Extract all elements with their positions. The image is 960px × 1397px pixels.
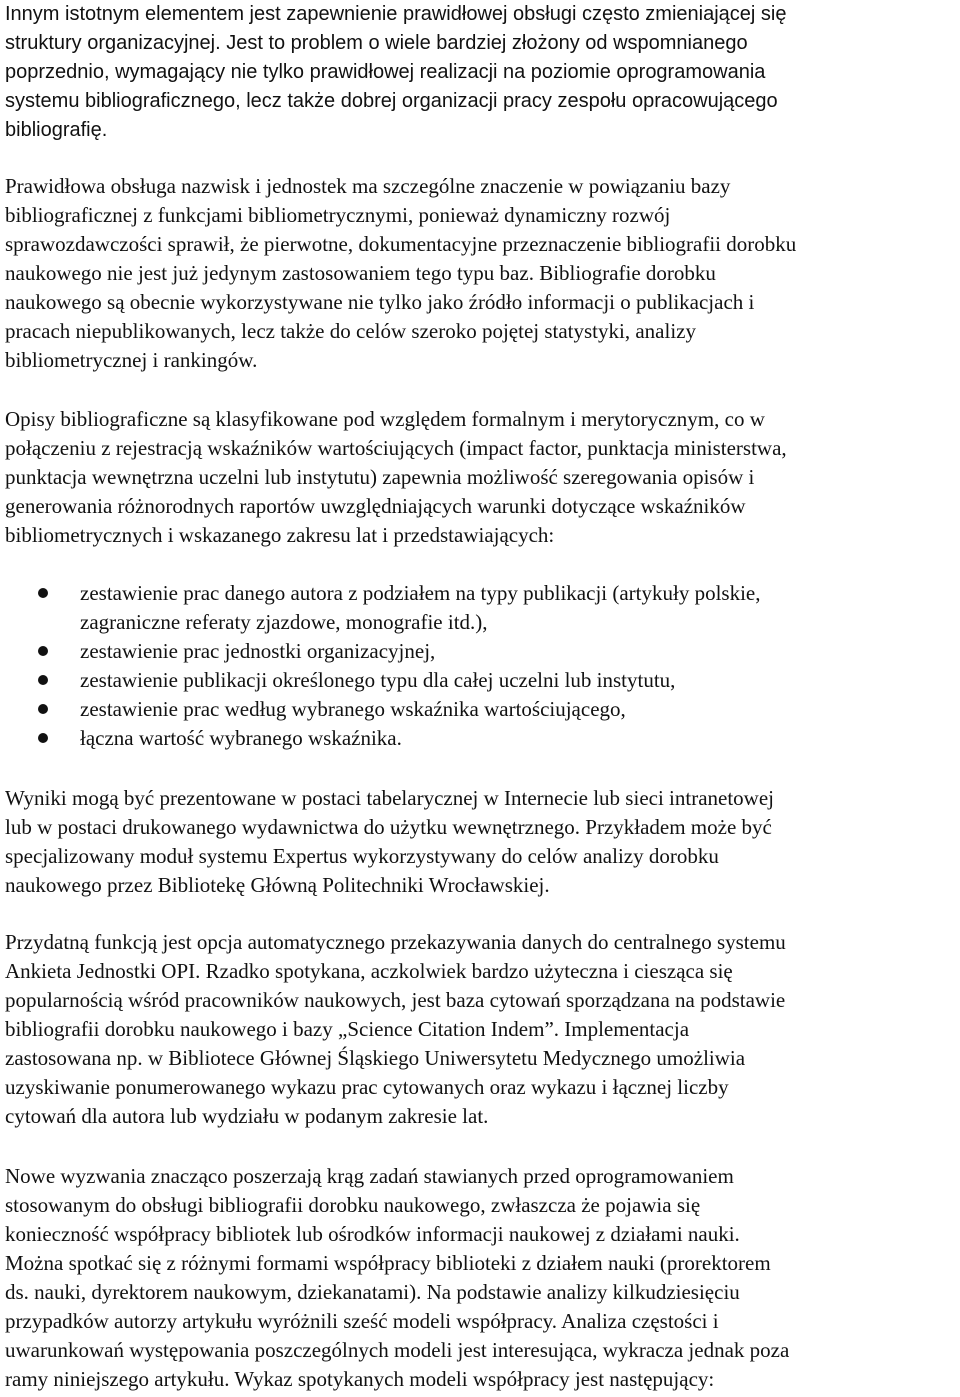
bullet-1-marker — [38, 588, 48, 598]
bullet-2-line-1: zestawienie prac jednostki organizacyjnej, — [80, 639, 436, 663]
paragraph-1-line-2: struktury organizacyjnej. Jest to problem o wiele bardziej złożony od wspomnianego — [5, 32, 748, 54]
bullet-4-line-1: zestawienie prac według wybranego wskaźnika wartościującego, — [80, 697, 626, 721]
bullet-4-marker — [38, 704, 48, 714]
paragraph-6-line-5: ds. nauki, dyrektorem naukowym, dziekanatami). Na podstawie analizy kilkudziesięciu — [5, 1280, 740, 1304]
paragraph-3-line-4: generowania różnorodnych raportów uwzględniających warunki dotyczące wskaźników — [5, 494, 746, 518]
paragraph-6-line-1: Nowe wyzwania znacząco poszerzają krąg zadań stawianych przed oprogramowaniem — [5, 1164, 734, 1188]
paragraph-5-line-4: bibliografii dorobku naukowego i bazy „Science Citation Indem”. Implementacja — [5, 1017, 690, 1041]
paragraph-4-line-4: naukowego przez Bibliotekę Główną Politechniki Wrocławskiej. — [5, 873, 550, 897]
bullet-5-marker — [38, 733, 48, 743]
paragraph-1-line-1: Innym istotnym elementem jest zapewnienie prawidłowej obsługi często zmieniającej się — [5, 3, 787, 25]
paragraph-6-line-4: Można spotkać się z różnymi formami współpracy biblioteki z działem nauki (prorektorem — [5, 1251, 771, 1275]
paragraph-6-line-7: uwarunkowań występowania poszczególnych modeli jest interesująca, wykracza jednak poza — [5, 1338, 790, 1362]
paragraph-5-line-3: popularnością wśród pracowników naukowych, jest baza cytowań sporządzana na podstawie — [5, 988, 786, 1012]
paragraph-6-line-3: konieczność współpracy bibliotek lub ośrodków informacji naukowej z działami nauki. — [5, 1222, 740, 1246]
paragraph-4-line-2: lub w postaci drukowanego wydawnictwa do użytku wewnętrznego. Przykładem może być — [5, 815, 772, 839]
paragraph-5-line-6: uzyskiwanie ponumerowanego wykazu prac cytowanych oraz wykazu i łącznej liczby — [5, 1075, 729, 1099]
bullet-5-line-1: łączna wartość wybranego wskaźnika. — [80, 726, 402, 750]
paragraph-5-line-5: zastosowana np. w Bibliotece Głównej Śląskiego Uniwersytetu Medycznego umożliwia — [5, 1046, 746, 1070]
paragraph-4-line-3: specjalizowany moduł systemu Expertus wykorzystywany do celów analizy dorobku — [5, 844, 719, 868]
paragraph-4-line-1: Wyniki mogą być prezentowane w postaci tabelarycznej w Internecie lub sieci intranetowej — [5, 786, 775, 810]
paragraph-1-line-3: poprzednio, wymagający nie tylko prawidłowej realizacji na poziomie oprogramowania — [5, 61, 766, 83]
bullet-3-line-1: zestawienie publikacji określonego typu dla całej uczelni lub instytutu, — [80, 668, 676, 692]
paragraph-2-line-3: sprawozdawczości sprawił, że pierwotne, dokumentacyjne przeznaczenie bibliografii dorobku — [5, 232, 797, 256]
paragraph-2-line-2: bibliograficznej z funkcjami bibliometrycznymi, ponieważ dynamiczny rozwój — [5, 203, 671, 227]
paragraph-5-line-2: Ankieta Jednostki OPI. Rzadko spotykana, aczkolwiek bardzo użyteczna i ciesząca się — [5, 959, 733, 983]
paragraph-1-line-5: bibliografię. — [5, 119, 108, 141]
paragraph-3-line-3: punktacja wewnętrzna uczelni lub instytutu) zapewnia możliwość szeregowania opisów i — [5, 465, 755, 489]
paragraph-3-line-2: połączeniu z rejestracją wskaźników wartościujących (impact factor, punktacja ministerstwa, — [5, 436, 787, 460]
paragraph-2-line-7: bibliometrycznej i rankingów. — [5, 348, 258, 372]
paragraph-2-line-5: naukowego są obecnie wykorzystywane nie tylko jako źródło informacji o publikacjach i — [5, 290, 755, 314]
bullet-1-line-1: zestawienie prac danego autora z podziałem na typy publikacji (artykuły polskie, — [80, 581, 761, 605]
paragraph-2-line-4: naukowego nie jest już jedynym zastosowaniem tego typu baz. Bibliografie dorobku — [5, 261, 716, 285]
paragraph-1-line-4: systemu bibliograficznego, lecz także dobrej organizacji pracy zespołu opracowującego — [5, 90, 778, 112]
paragraph-6-line-6: przypadków autorzy artykułu wyróżnili sześć modeli współpracy. Analiza częstości i — [5, 1309, 719, 1333]
paragraph-6-line-2: stosowanym do obsługi bibliografii dorobku naukowego, zwłaszcza że pojawia się — [5, 1193, 701, 1217]
bullet-1-line-2: zagraniczne referaty zjazdowe, monografie itd.), — [80, 610, 488, 634]
paragraph-3-line-5: bibliometrycznych i wskazanego zakresu lat i przedstawiających: — [5, 523, 555, 547]
bullet-3-marker — [38, 675, 48, 685]
paragraph-5-line-7: cytowań dla autora lub wydziału w podanym zakresie lat. — [5, 1104, 489, 1128]
bullet-2-marker — [38, 646, 48, 656]
paragraph-5-line-1: Przydatną funkcją jest opcja automatycznego przekazywania danych do centralnego systemu — [5, 930, 786, 954]
paragraph-2-line-6: pracach niepublikowanych, lecz także do celów szeroko pojętej statystyki, analizy — [5, 319, 696, 343]
paragraph-2-line-1: Prawidłowa obsługa nazwisk i jednostek ma szczególne znaczenie w powiązaniu bazy — [5, 174, 731, 198]
paragraph-6-line-8: ramy niniejszego artykułu. Wykaz spotykanych modeli współpracy jest następujący: — [5, 1367, 715, 1391]
paragraph-3-line-1: Opisy bibliograficzne są klasyfikowane pod względem formalnym i merytorycznym, co w — [5, 407, 765, 431]
